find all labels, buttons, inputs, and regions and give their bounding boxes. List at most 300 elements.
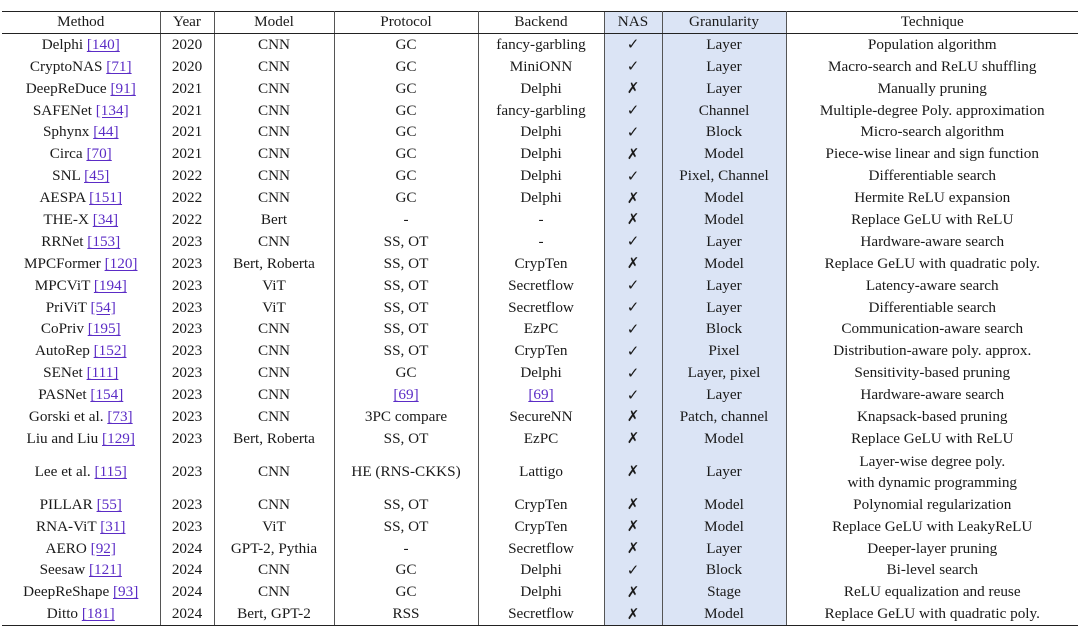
method-cell: [2, 603, 160, 625]
citation-link[interactable]: [153]: [87, 232, 121, 250]
granularity-value: Model: [704, 429, 744, 447]
method-cell: [2, 494, 160, 516]
backend-cell: [478, 319, 604, 341]
table-row: [2, 581, 1078, 603]
citation-link[interactable]: [69]: [393, 386, 419, 404]
nas-cell: [604, 187, 662, 209]
granularity-cell: [662, 406, 786, 428]
protocol-value: SS, OT: [383, 320, 429, 338]
model-value: Bert, Roberta: [233, 254, 315, 272]
table-row: [2, 428, 1078, 450]
backend-cell: [478, 494, 604, 516]
year-cell: [160, 209, 214, 231]
citation-link[interactable]: [55]: [96, 495, 122, 513]
method-cell: [2, 297, 160, 319]
check-icon: ✓: [626, 35, 640, 54]
technique-value: Replace GeLU with quadratic poly.: [824, 605, 1040, 623]
citation-link[interactable]: [69]: [528, 386, 554, 404]
technique-cell: [786, 340, 1078, 362]
method-name: MPCFormer: [24, 254, 101, 272]
technique-value: Piece-wise linear and sign function: [825, 145, 1039, 163]
protocol-cell: [334, 253, 478, 275]
method-cell: [2, 34, 160, 56]
cross-icon: ✗: [626, 188, 640, 207]
protocol-value: SS, OT: [383, 342, 429, 360]
protocol-cell: [334, 56, 478, 78]
method-cell: [2, 560, 160, 582]
model-cell: [214, 560, 334, 582]
backend-value: Delphi: [520, 561, 562, 579]
granularity-value: Layer: [706, 232, 742, 250]
year-value: 2024: [171, 561, 203, 579]
citation-link[interactable]: [134]: [95, 101, 129, 119]
technique-value: Hermite ReLU expansion: [854, 189, 1011, 207]
year-cell: [160, 428, 214, 450]
citation-link[interactable]: [91]: [110, 79, 136, 97]
backend-cell: [478, 581, 604, 603]
check-icon: ✓: [626, 298, 640, 317]
protocol-value: SS, OT: [383, 517, 429, 535]
check-icon: ✓: [626, 363, 640, 382]
model-cell: [214, 319, 334, 341]
backend-value: CrypTen: [514, 254, 568, 272]
method-name: Seesaw: [39, 561, 86, 579]
model-cell: [214, 603, 334, 625]
model-cell: [214, 253, 334, 275]
check-icon: ✓: [626, 232, 640, 251]
method-name: AutoRep: [34, 342, 90, 360]
backend-cell: [478, 362, 604, 384]
protocol-value: GC: [395, 123, 417, 141]
cross-icon: ✗: [626, 407, 640, 426]
year-value: 2023: [171, 495, 203, 513]
technique-cell: [786, 581, 1078, 603]
backend-value: EzPC: [523, 429, 559, 447]
technique-cell: [786, 100, 1078, 122]
technique-cell: [786, 362, 1078, 384]
granularity-cell: [662, 450, 786, 494]
nas-cell: [604, 253, 662, 275]
citation-link[interactable]: [194]: [93, 276, 127, 294]
method-cell: [2, 231, 160, 253]
method-name: Circa: [49, 145, 83, 163]
model-value: CNN: [257, 232, 291, 250]
citation-link[interactable]: [154]: [90, 386, 124, 404]
year-value: 2024: [171, 583, 203, 601]
year-value: 2023: [171, 298, 203, 316]
granularity-value: Model: [704, 517, 744, 535]
year-value: 2022: [171, 210, 203, 228]
technique-cell: [786, 34, 1078, 56]
citation-link[interactable]: [152]: [93, 342, 127, 360]
method-cell: [2, 538, 160, 560]
backend-cell: [478, 275, 604, 297]
method-name: Sphynx: [42, 123, 90, 141]
year-value: 2022: [171, 189, 203, 207]
model-value: CNN: [257, 320, 291, 338]
granularity-value: Patch, channel: [679, 407, 769, 425]
technique-value: ReLU equalization and reuse: [843, 583, 1021, 601]
year-cell: [160, 406, 214, 428]
citation-link[interactable]: [120]: [104, 254, 138, 272]
granularity-cell: [662, 581, 786, 603]
granularity-value: Layer: [706, 539, 742, 557]
citation-link[interactable]: [70]: [86, 145, 112, 163]
protocol-value: GC: [395, 189, 417, 207]
citation-link[interactable]: [73]: [107, 407, 133, 425]
table-row: [2, 78, 1078, 100]
protocol-cell: [334, 362, 478, 384]
model-value: CNN: [257, 495, 291, 513]
year-value: 2020: [171, 57, 203, 75]
granularity-cell: [662, 122, 786, 144]
model-cell: [214, 165, 334, 187]
method-name: THE-X: [43, 210, 89, 228]
protocol-cell: [334, 581, 478, 603]
technique-cell: [786, 253, 1078, 275]
citation-link[interactable]: [140]: [86, 35, 120, 53]
granularity-value: Block: [705, 561, 743, 579]
citation-link[interactable]: [92]: [90, 539, 116, 557]
protocol-value: 3PC compare: [364, 407, 448, 425]
method-cell: [2, 122, 160, 144]
citation-link[interactable]: [111]: [86, 364, 119, 382]
year-cell: [160, 34, 214, 56]
model-cell: [214, 384, 334, 406]
nas-cell: [604, 560, 662, 582]
citation-link[interactable]: [54]: [90, 298, 116, 316]
granularity-cell: [662, 34, 786, 56]
backend-value: Secretflow: [508, 605, 574, 623]
table-row: [2, 319, 1078, 341]
table-row: [2, 122, 1078, 144]
model-value: Bert: [260, 210, 288, 228]
year-value: 2023: [171, 364, 203, 382]
nas-cell: [604, 100, 662, 122]
citation-link[interactable]: [31]: [100, 517, 126, 535]
method-name: MPCViT: [34, 276, 91, 294]
model-cell: [214, 143, 334, 165]
backend-cell: [478, 603, 604, 625]
protocol-value: SS, OT: [383, 298, 429, 316]
granularity-value: Model: [704, 495, 744, 513]
check-icon: ✓: [626, 166, 640, 185]
backend-cell: [478, 165, 604, 187]
check-icon: ✓: [626, 101, 640, 119]
model-cell: [214, 581, 334, 603]
backend-value: -: [538, 232, 544, 250]
protocol-value: GC: [395, 35, 417, 53]
backend-value: Lattigo: [519, 462, 563, 480]
granularity-cell: [662, 428, 786, 450]
method-name: RNA-ViT: [35, 517, 97, 535]
year-cell: [160, 560, 214, 582]
granularity-cell: [662, 384, 786, 406]
backend-cell: [478, 516, 604, 538]
backend-value: CrypTen: [514, 342, 568, 360]
method-cell: [2, 275, 160, 297]
protocol-cell: [334, 100, 478, 122]
protocol-cell: [334, 275, 478, 297]
citation-link[interactable]: [44]: [93, 123, 119, 141]
table-body: [2, 34, 1078, 626]
table-row: [2, 362, 1078, 384]
table-row: [2, 384, 1078, 406]
protocol-value: GC: [395, 364, 417, 382]
technique-value: Hardware-aware search: [860, 386, 1005, 404]
granularity-value: Channel: [698, 101, 750, 119]
year-cell: [160, 253, 214, 275]
technique-cell: [786, 187, 1078, 209]
technique-value: Bi-level search: [886, 561, 978, 579]
backend-value: Delphi: [520, 145, 562, 163]
method-cell: [2, 450, 160, 494]
backend-cell: [478, 34, 604, 56]
granularity-cell: [662, 209, 786, 231]
table-row: [2, 187, 1078, 209]
backend-cell: [478, 406, 604, 428]
method-cell: [2, 428, 160, 450]
model-value: CNN: [257, 462, 291, 480]
model-value: CNN: [257, 342, 291, 360]
technique-value: Population algorithm: [867, 35, 997, 53]
year-value: 2023: [171, 462, 203, 480]
model-cell: [214, 494, 334, 516]
backend-cell: [478, 428, 604, 450]
granularity-value: Layer: [706, 298, 742, 316]
citation-link[interactable]: [71]: [106, 57, 132, 75]
model-value: CNN: [257, 35, 291, 53]
protocol-cell: [334, 143, 478, 165]
protocol-value: SS, OT: [383, 495, 429, 513]
table-row: [2, 275, 1078, 297]
backend-value: -: [538, 210, 544, 228]
model-cell: [214, 187, 334, 209]
year-cell: [160, 165, 214, 187]
header-technique: Technique: [786, 12, 1078, 34]
granularity-cell: [662, 231, 786, 253]
granularity-value: Layer: [706, 57, 742, 75]
protocol-cell: [334, 603, 478, 625]
nas-cell: [604, 516, 662, 538]
granularity-value: Stage: [707, 583, 741, 601]
granularity-cell: [662, 275, 786, 297]
backend-cell: [478, 560, 604, 582]
technique-cell: [786, 494, 1078, 516]
granularity-cell: [662, 187, 786, 209]
nas-cell: [604, 384, 662, 406]
model-value: CNN: [257, 101, 291, 119]
protocol-value: SS, OT: [383, 254, 429, 272]
citation-link[interactable]: [129]: [102, 429, 135, 447]
model-cell: [214, 428, 334, 450]
nas-cell: [604, 581, 662, 603]
granularity-cell: [662, 538, 786, 560]
granularity-value: Pixel, Channel: [679, 167, 769, 185]
year-value: 2021: [171, 101, 203, 119]
backend-value: SecureNN: [509, 407, 573, 425]
method-cell: [2, 165, 160, 187]
cross-icon: ✗: [626, 462, 640, 481]
nas-cell: [604, 78, 662, 100]
model-value: CNN: [257, 167, 291, 185]
technique-value: Replace GeLU with ReLU: [851, 210, 1014, 228]
granularity-value: Model: [704, 254, 744, 272]
check-icon: ✓: [626, 319, 640, 338]
year-value: 2023: [171, 429, 203, 447]
header-nas: NAS: [604, 12, 662, 34]
backend-value: Secretflow: [508, 276, 574, 294]
nas-cell: [604, 34, 662, 56]
method-name: SNL: [52, 167, 81, 185]
method-name: PriViT: [45, 298, 87, 316]
method-name: DeepReDuce: [25, 79, 107, 97]
model-cell: [214, 297, 334, 319]
granularity-cell: [662, 603, 786, 625]
method-cell: [2, 56, 160, 78]
year-value: 2020: [171, 35, 203, 53]
protocol-value: GC: [395, 101, 417, 119]
granularity-cell: [662, 165, 786, 187]
backend-value: MiniONN: [509, 57, 573, 75]
citation-link[interactable]: [45]: [84, 167, 110, 185]
backend-cell: [478, 56, 604, 78]
protocol-value: SS, OT: [383, 429, 429, 447]
technique-cell: [786, 450, 1078, 494]
cross-icon: ✗: [626, 604, 640, 623]
granularity-value: Layer, pixel: [687, 364, 761, 382]
cross-icon: ✗: [626, 539, 640, 558]
year-cell: [160, 56, 214, 78]
citation-link[interactable]: [115]: [94, 462, 127, 480]
protocol-value: GC: [395, 79, 417, 97]
method-name: DeepReShape: [23, 583, 110, 601]
header-protocol: Protocol: [334, 12, 478, 34]
granularity-cell: [662, 78, 786, 100]
citation-link[interactable]: [195]: [87, 320, 121, 338]
model-value: CNN: [257, 145, 291, 163]
method-name: Liu and Liu: [26, 429, 99, 447]
check-icon: ✓: [626, 560, 640, 579]
year-cell: [160, 516, 214, 538]
granularity-value: Model: [704, 145, 744, 163]
backend-cell: [478, 187, 604, 209]
technique-cell: [786, 231, 1078, 253]
protocol-cell: [334, 516, 478, 538]
model-value: Bert, Roberta: [233, 429, 315, 447]
citation-link[interactable]: [121]: [88, 561, 122, 579]
technique-value: Distribution-aware poly. approx.: [833, 342, 1032, 360]
citation-link[interactable]: [151]: [89, 189, 123, 207]
year-cell: [160, 581, 214, 603]
citation-link[interactable]: [93]: [113, 583, 139, 601]
protocol-value: SS, OT: [383, 276, 429, 294]
technique-value: Latency-aware search: [865, 276, 999, 294]
model-value: CNN: [257, 79, 291, 97]
protocol-value: GC: [395, 57, 417, 75]
backend-value: Delphi: [520, 167, 562, 185]
model-value: ViT: [262, 517, 286, 535]
citation-link[interactable]: [181]: [81, 605, 115, 623]
model-cell: [214, 78, 334, 100]
year-value: 2021: [171, 145, 203, 163]
protocol-cell: [334, 538, 478, 560]
model-value: CNN: [257, 123, 291, 141]
year-value: 2023: [171, 386, 203, 404]
granularity-value: Pixel: [708, 342, 740, 360]
year-value: 2021: [171, 79, 203, 97]
protocol-cell: [334, 319, 478, 341]
nas-cell: [604, 319, 662, 341]
technique-cell: [786, 516, 1078, 538]
technique-value: Replace GeLU with quadratic poly.: [824, 254, 1040, 272]
nas-cell: [604, 122, 662, 144]
header-granularity: Granularity: [662, 12, 786, 34]
granularity-value: Block: [705, 320, 743, 338]
backend-cell: [478, 122, 604, 144]
protocol-value: -: [403, 539, 409, 557]
check-icon: ✓: [626, 122, 640, 141]
method-name: PASNet: [38, 386, 87, 404]
technique-cell: [786, 319, 1078, 341]
cross-icon: ✗: [626, 254, 640, 273]
protocol-cell: [334, 209, 478, 231]
protocol-cell: [334, 428, 478, 450]
method-name: Lee et al.: [34, 462, 91, 480]
method-cell: [2, 78, 160, 100]
model-cell: [214, 122, 334, 144]
year-cell: [160, 450, 214, 494]
protocol-value: GC: [395, 145, 417, 163]
model-value: CNN: [257, 583, 291, 601]
granularity-cell: [662, 100, 786, 122]
granularity-value: Layer: [706, 276, 742, 294]
table-row: [2, 253, 1078, 275]
model-value: CNN: [257, 189, 291, 207]
nas-cell: [604, 297, 662, 319]
model-value: CNN: [257, 407, 291, 425]
year-value: 2023: [171, 407, 203, 425]
model-value: ViT: [262, 298, 286, 316]
method-name: CoPriv: [40, 320, 84, 338]
granularity-cell: [662, 319, 786, 341]
model-value: CNN: [257, 386, 291, 404]
technique-cell: [786, 406, 1078, 428]
model-value: CNN: [257, 561, 291, 579]
granularity-cell: [662, 253, 786, 275]
technique-cell: [786, 56, 1078, 78]
comparison-table: [2, 11, 1078, 626]
citation-link[interactable]: [34]: [92, 210, 119, 228]
model-cell: [214, 340, 334, 362]
backend-cell: [478, 209, 604, 231]
protocol-cell: [334, 34, 478, 56]
nas-cell: [604, 603, 662, 625]
year-value: 2022: [171, 167, 203, 185]
nas-cell: [604, 209, 662, 231]
year-value: 2023: [171, 320, 203, 338]
technique-value: Replace GeLU with ReLU: [851, 429, 1014, 447]
protocol-cell: [334, 450, 478, 494]
cross-icon: ✗: [626, 429, 640, 448]
protocol-cell: [334, 384, 478, 406]
granularity-cell: [662, 143, 786, 165]
technique-value: Sensitivity-based pruning: [854, 364, 1011, 382]
backend-cell: [478, 297, 604, 319]
protocol-cell: [334, 165, 478, 187]
method-cell: [2, 581, 160, 603]
year-cell: [160, 231, 214, 253]
